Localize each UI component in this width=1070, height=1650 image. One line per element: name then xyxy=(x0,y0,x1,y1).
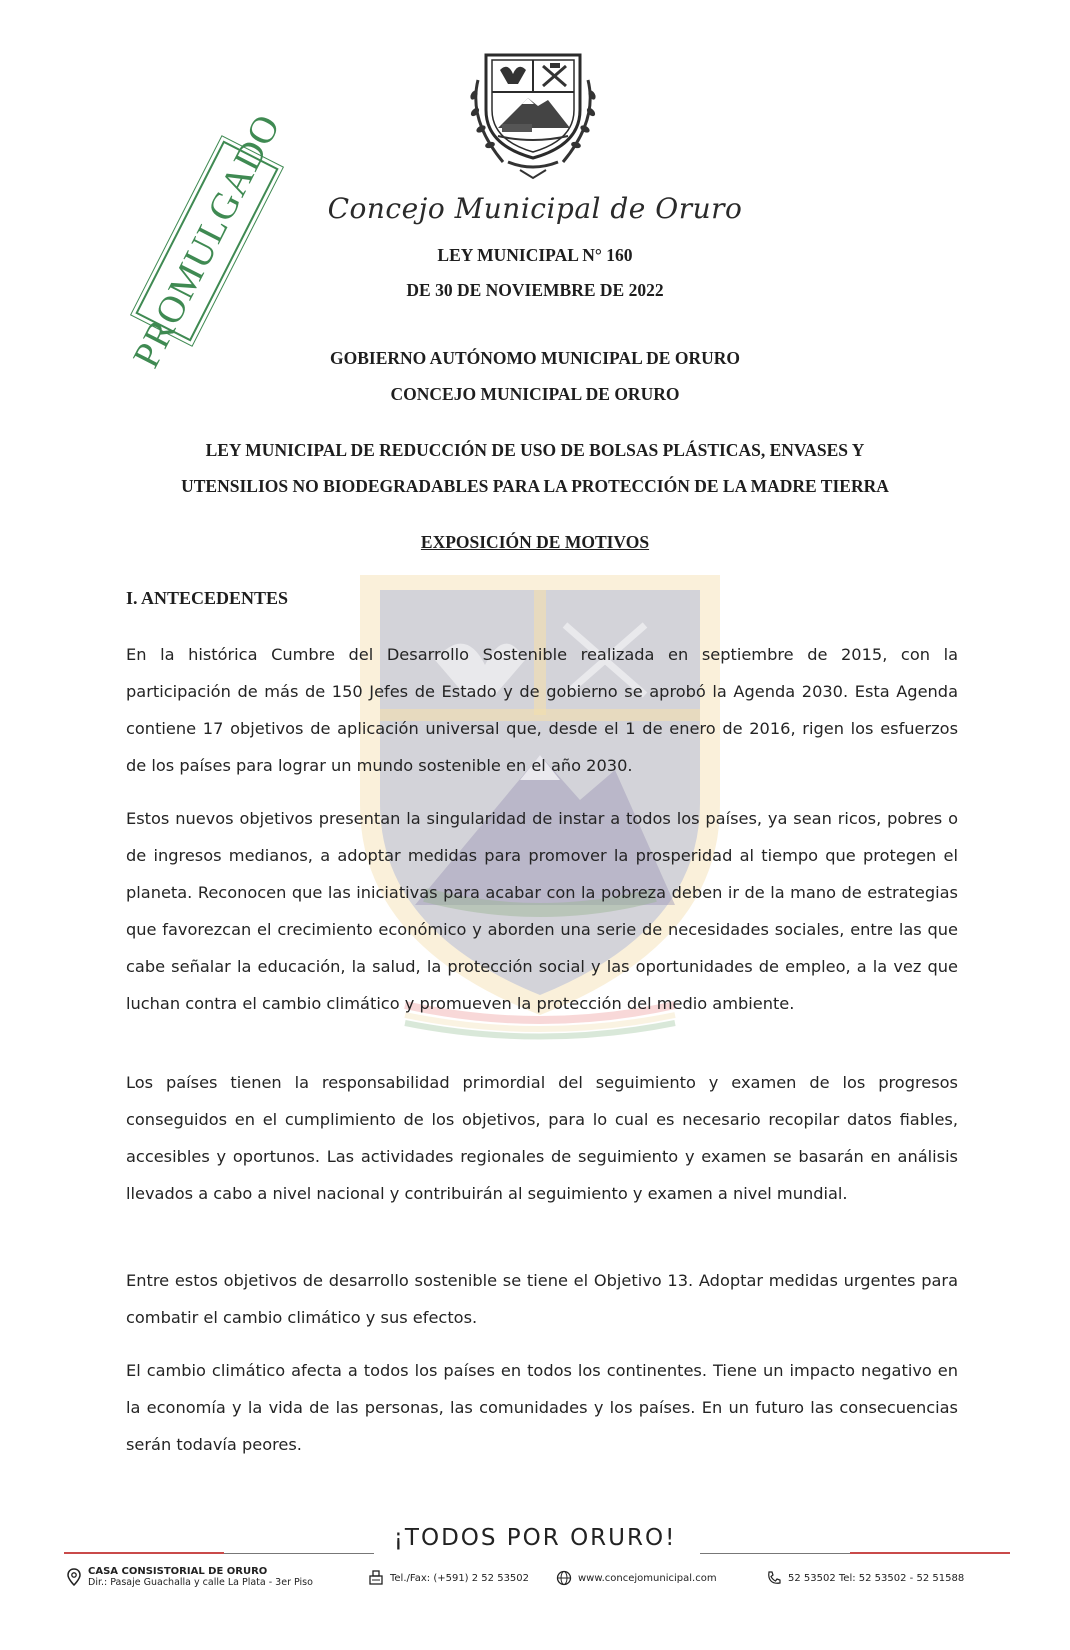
address-title: CASA CONSISTORIAL DE ORURO xyxy=(88,1566,268,1577)
fax-icon xyxy=(368,1570,384,1586)
footer-motto: ¡TODOS POR ORURO! xyxy=(393,1525,677,1551)
phone-icon xyxy=(766,1570,782,1586)
footer-rule-left-red xyxy=(64,1552,224,1554)
law-number: LEY MUNICIPAL N° 160 xyxy=(437,245,633,265)
globe-icon xyxy=(556,1570,572,1586)
council-name: CONCEJO MUNICIPAL DE ORURO xyxy=(390,384,680,404)
telfax-text: Tel./Fax: (+591) 2 52 53502 xyxy=(390,1572,530,1584)
law-title-line-1: LEY MUNICIPAL DE REDUCCIÓN DE USO DE BOLSAS PLÁSTICAS, ENVASES Y xyxy=(205,440,865,460)
footer-telfax xyxy=(368,1570,529,1586)
footer-website[interactable] xyxy=(556,1570,717,1586)
section-heading: I. ANTECEDENTES xyxy=(126,588,289,608)
promulgado-stamp: PROMULGADO xyxy=(125,107,289,375)
website-link[interactable]: www.concejomunicipal.com xyxy=(578,1572,717,1584)
council-name-script: Concejo Municipal de Oruro xyxy=(327,192,743,225)
footer-rule-right-red xyxy=(850,1552,1010,1554)
municipal-crest-logo xyxy=(458,40,608,185)
footer-rule-right-gray xyxy=(700,1553,850,1554)
paragraph-2: Estos nuevos objetivos presentan la singularidad de instar a todos los países, ya sean ricos, pobres o de ingresos medianos, a adoptar medidas para promover la prosperidad al tiempo que protegen el planeta. Reconocen que las iniciativas para acabar con la pobreza deben ir de la mano de estrategias que favorezcan el crecimiento económico y aborden una serie de necesidades sociales, entre las que cabe señalar la educación, la salud, la protección social y las oportunidades de empleo, a la vez que luchan contra el cambio climático y promueven la protección del medio ambiente. xyxy=(126,809,958,1013)
address-line: Dir.: Pasaje Guachalla y calle La Plata - 3er Piso xyxy=(88,1577,313,1588)
footer-contact xyxy=(0,1566,1070,1606)
paragraph-4: Entre estos objetivos de desarrollo sostenible se tiene el Objetivo 13. Adoptar medidas urgentes para combatir el cambio climático y sus efectos. xyxy=(126,1271,958,1327)
footer-phones xyxy=(766,1570,964,1586)
location-pin-icon xyxy=(66,1568,82,1586)
government-name: GOBIERNO AUTÓNOMO MUNICIPAL DE ORURO xyxy=(330,348,740,368)
law-date: DE 30 DE NOVIEMBRE DE 2022 xyxy=(406,280,664,300)
footer-address xyxy=(66,1566,313,1588)
law-title-line-2: UTENSILIOS NO BIODEGRADABLES PARA LA PROTECCIÓN DE LA MADRE TIERRA xyxy=(181,476,889,496)
footer-rule-left-gray xyxy=(224,1553,374,1554)
paragraph-1: En la histórica Cumbre del Desarrollo Sostenible realizada en septiembre de 2015, con la participación de más de 150 Jefes de Estado y de gobierno se aprobó la Agenda 2030. Esta Agenda contiene 17 objetivos de aplicación universal que, desde el 1 de enero de 2016, rigen los esfuerzos de los países para lograr un mundo sostenible en el año 2030. xyxy=(126,645,958,775)
paragraph-5: El cambio climático afecta a todos los países en todos los continentes. Tiene un impacto negativo en la economía y la vida de las personas, las comunidades y los países. En un futuro las consecuencias serán todavía peores. xyxy=(126,1361,958,1454)
phones-text: 52 53502 Tel: 52 53502 - 52 51588 xyxy=(788,1572,965,1584)
paragraph-3: Los países tienen la responsabilidad primordial del seguimiento y examen de los progresos conseguidos en el cumplimiento de los objetivos, para lo cual es necesario recopilar datos fiables, accesibles y oportunos. Las actividades regionales de seguimiento y examen se basarán en análisis llevados a cabo a nivel nacional y contribuirán al seguimiento y examen a nivel mundial. xyxy=(126,1073,958,1203)
section-title: EXPOSICIÓN DE MOTIVOS xyxy=(420,532,650,552)
